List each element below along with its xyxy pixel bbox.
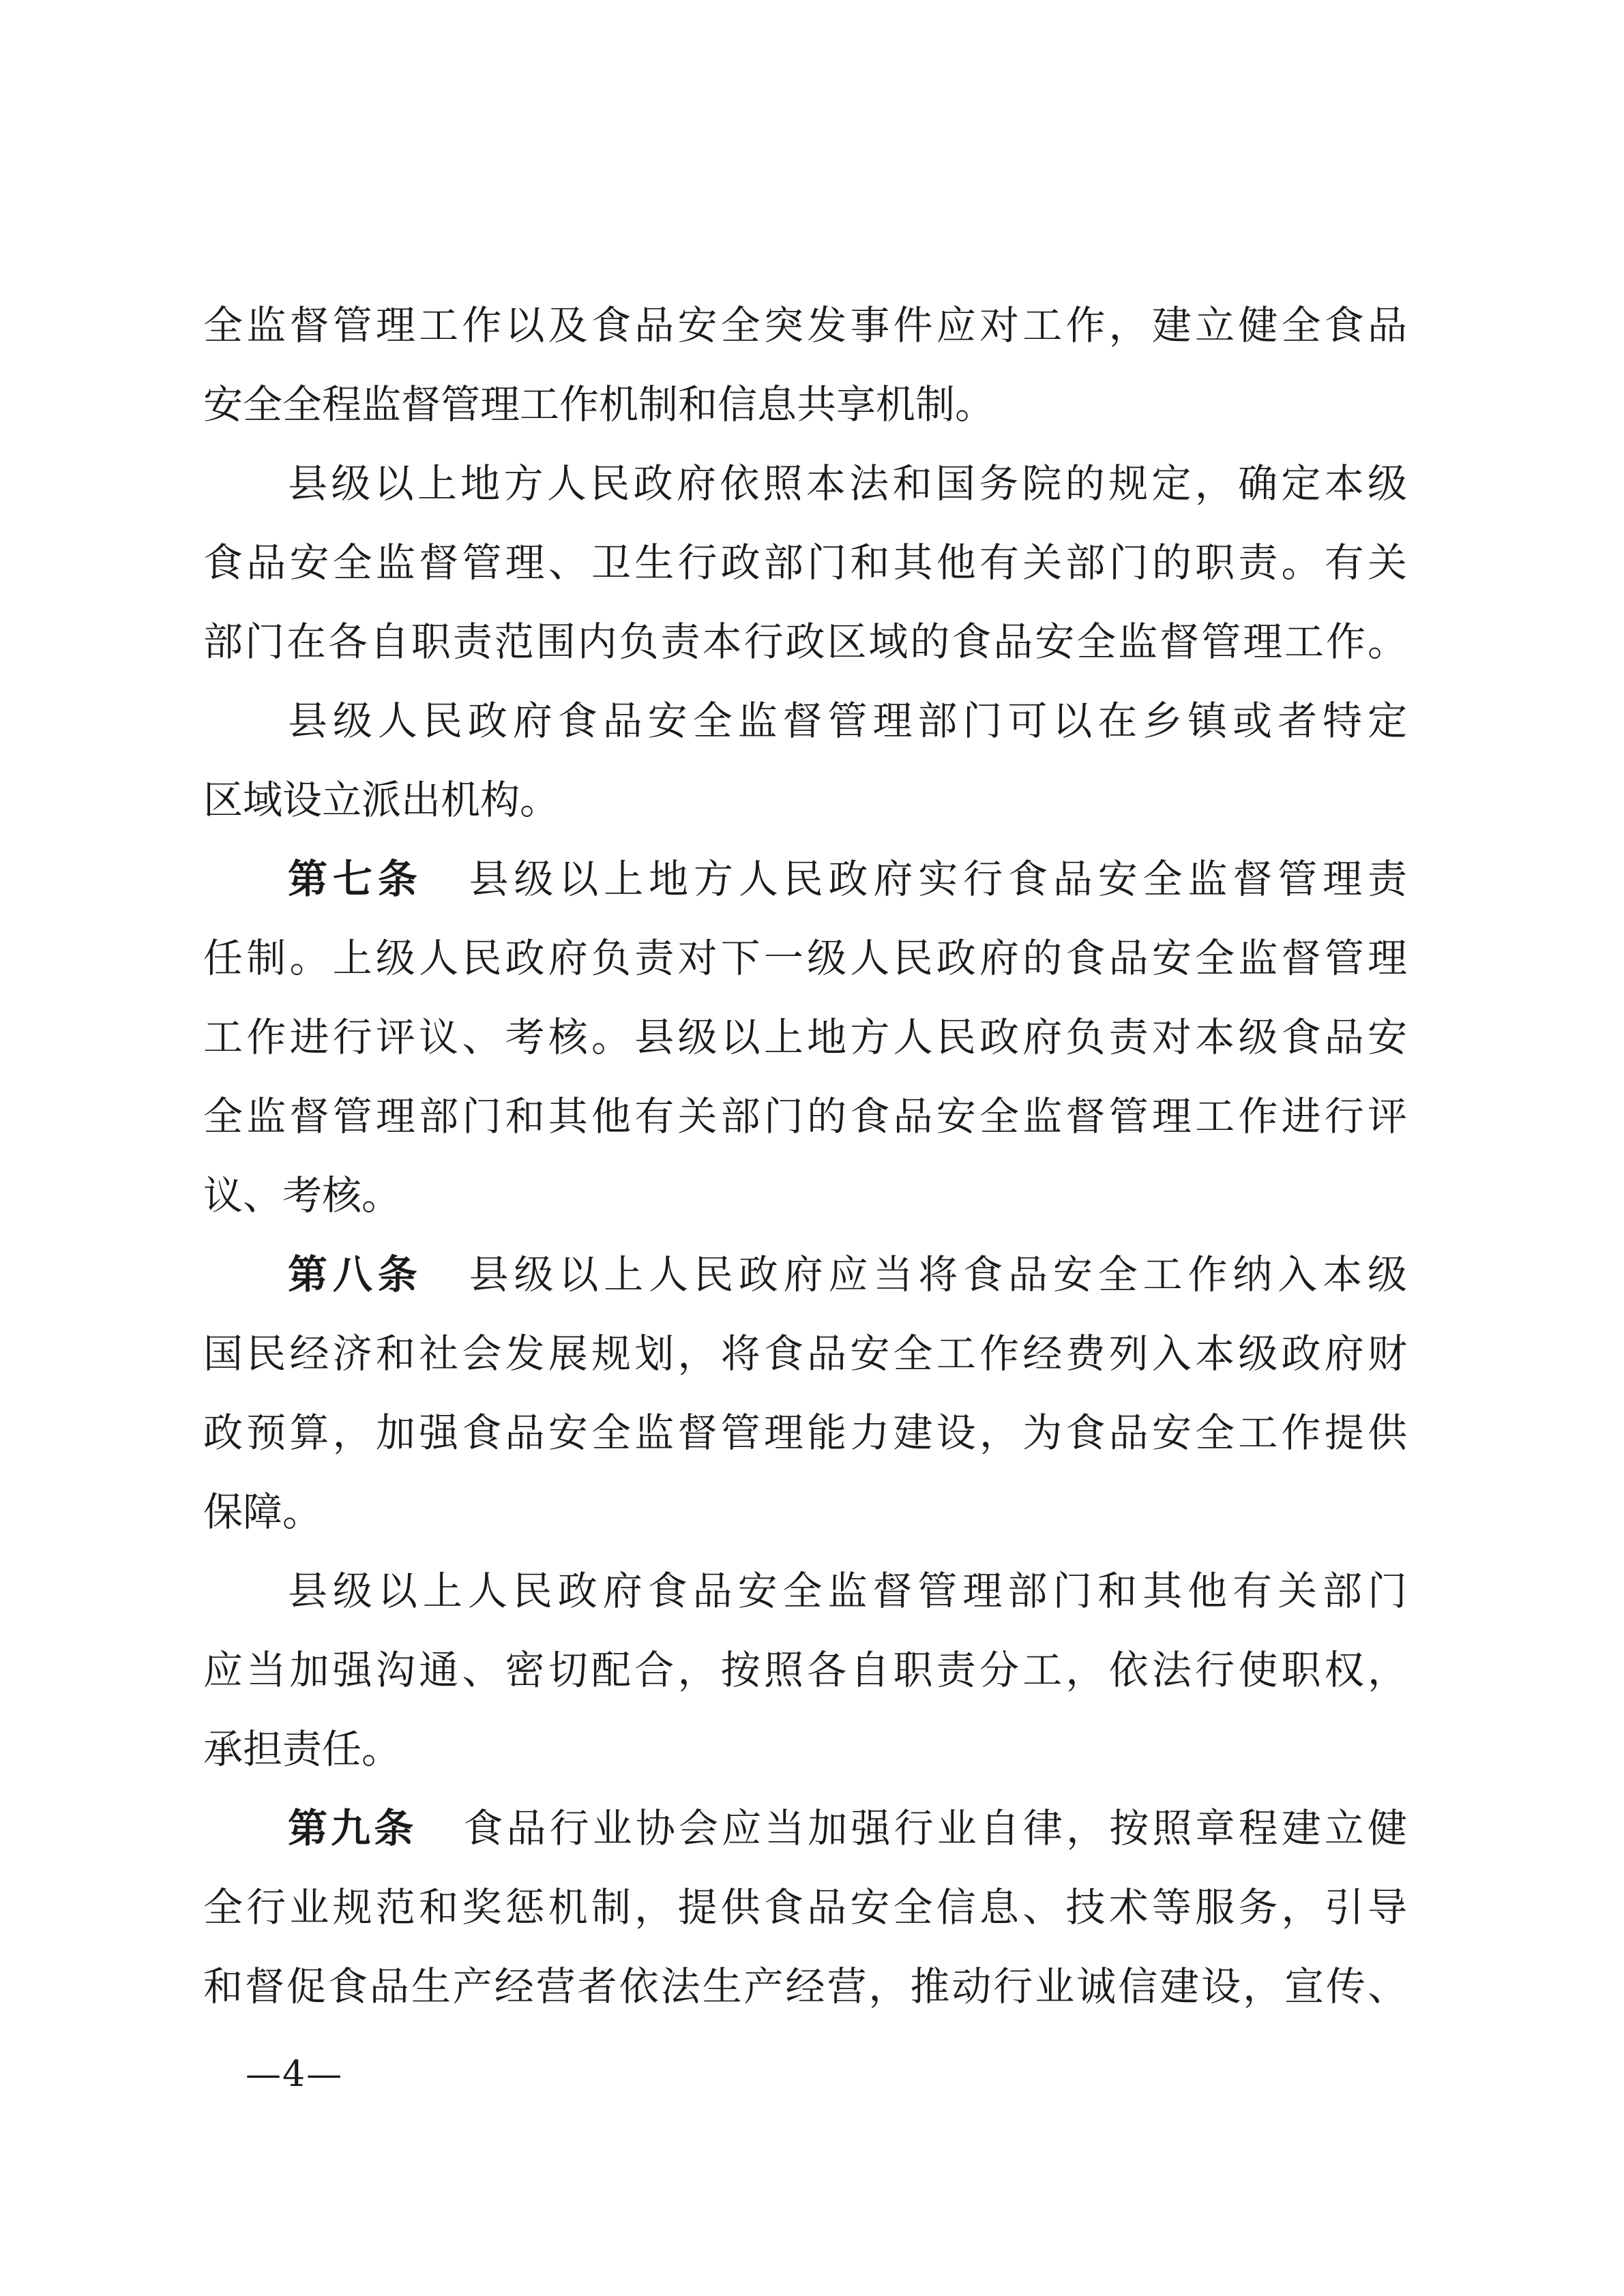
paragraph-line: 保障。 (203, 1489, 323, 1535)
paragraph-line: 议、考核。 (203, 1172, 402, 1219)
paragraph-line: 县级以上地方人民政府依照本法和国务院的规定，确定本级 (288, 460, 1407, 507)
paragraph-line: 和督促食品生产经营者依法生产经营，推动行业诚信建设，宣传、 (203, 1963, 1407, 2010)
paragraph-line: 县级以上人民政府食品安全监督管理部门和其他有关部门 (288, 1568, 1407, 1614)
paragraph-line: 县级人民政府食品安全监督管理部门可以在乡镇或者特定 (288, 698, 1407, 744)
paragraph-line: 全监督管理部门和其他有关部门的食品安全监督管理工作进行评 (203, 1093, 1407, 1139)
article-text: 食品行业协会应当加强行业自律，按照章程建立健 (463, 1805, 1407, 1851)
article-heading: 第九条 (288, 1805, 417, 1851)
paragraph-line: 区域设立派出机构。 (203, 777, 560, 823)
page-number: —4— (246, 2054, 344, 2095)
paragraph-line: 承担责任。 (203, 1726, 402, 1772)
paragraph-line: 食品安全监督管理、卫生行政部门和其他有关部门的职责。有关 (203, 539, 1407, 586)
paragraph-line: 任制。上级人民政府负责对下一级人民政府的食品安全监督管理 (203, 935, 1407, 981)
paragraph-line: 安全全程监督管理工作机制和信息共享机制。 (203, 381, 995, 428)
paragraph-line: 政预算，加强食品安全监督管理能力建设，为食品安全工作提供 (203, 1410, 1407, 1456)
article-nine-first-line (288, 1805, 1407, 1851)
article-seven-first-line (288, 856, 1407, 902)
article-heading: 第七条 (288, 856, 423, 902)
paragraph-line: 工作进行评议、考核。县级以上地方人民政府负责对本级食品安 (203, 1014, 1407, 1060)
article-text: 县级以上地方人民政府实行食品安全监督管理责 (469, 856, 1407, 902)
paragraph-line: 全行业规范和奖惩机制，提供食品安全信息、技术等服务，引导 (203, 1884, 1407, 1930)
article-text: 县级以上人民政府应当将食品安全工作纳入本级 (469, 1251, 1407, 1298)
paragraph-line: 全监督管理工作以及食品安全突发事件应对工作，建立健全食品 (203, 302, 1407, 348)
paragraph-line: 部门在各自职责范围内负责本行政区域的食品安全监督管理工作。 (203, 618, 1407, 665)
paragraph-line: 应当加强沟通、密切配合，按照各自职责分工，依法行使职权， (203, 1647, 1407, 1693)
article-heading: 第八条 (288, 1251, 423, 1298)
article-eight-first-line (288, 1251, 1407, 1298)
paragraph-line: 国民经济和社会发展规划，将食品安全工作经费列入本级政府财 (203, 1330, 1407, 1377)
